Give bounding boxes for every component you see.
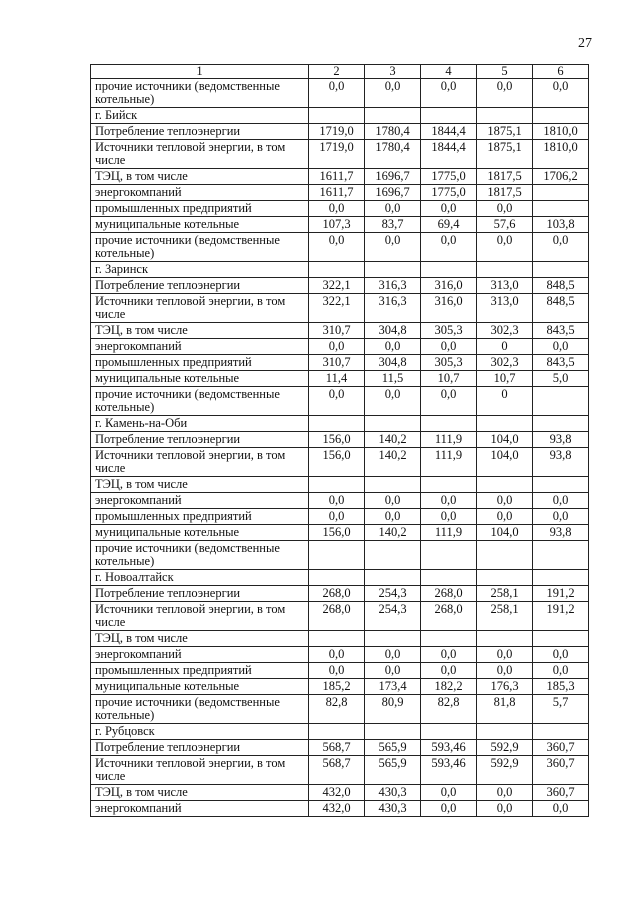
row-label: энергокомпаний [91, 801, 309, 817]
value-cell: 302,3 [477, 355, 533, 371]
value-cell [477, 570, 533, 586]
value-cell [421, 724, 477, 740]
value-cell: 1696,7 [365, 185, 421, 201]
value-cell: 1875,1 [477, 140, 533, 169]
value-cell: 80,9 [365, 695, 421, 724]
value-cell: 1810,0 [533, 124, 589, 140]
value-cell: 103,8 [533, 217, 589, 233]
value-cell: 592,9 [477, 756, 533, 785]
row-label: прочие источники (ведомственные котельные) [91, 79, 309, 108]
value-cell: 322,1 [309, 278, 365, 294]
value-cell: 104,0 [477, 525, 533, 541]
value-cell: 156,0 [309, 432, 365, 448]
value-cell: 430,3 [365, 801, 421, 817]
value-cell: 107,3 [309, 217, 365, 233]
value-cell: 305,3 [421, 355, 477, 371]
value-cell: 0,0 [365, 647, 421, 663]
row-label: муниципальные котельные [91, 371, 309, 387]
value-cell: 0,0 [533, 493, 589, 509]
value-cell: 316,0 [421, 294, 477, 323]
value-cell [533, 416, 589, 432]
value-cell: 0,0 [533, 233, 589, 262]
value-cell: 0,0 [365, 339, 421, 355]
row-label: Источники тепловой энергии, в том числе [91, 756, 309, 785]
value-cell [421, 416, 477, 432]
value-cell [309, 416, 365, 432]
value-cell: 0,0 [421, 201, 477, 217]
table-row [91, 756, 589, 785]
value-cell: 304,8 [365, 323, 421, 339]
table-row [91, 217, 589, 233]
row-label: промышленных предприятий [91, 663, 309, 679]
value-cell: 83,7 [365, 217, 421, 233]
table-row [91, 541, 589, 570]
value-cell: 0,0 [309, 647, 365, 663]
value-cell: 0,0 [477, 201, 533, 217]
row-label: Потребление теплоэнергии [91, 432, 309, 448]
value-cell: 1719,0 [309, 140, 365, 169]
value-cell: 430,3 [365, 785, 421, 801]
table-body [91, 79, 589, 817]
value-cell: 0,0 [365, 387, 421, 416]
value-cell [365, 724, 421, 740]
value-cell: 1810,0 [533, 140, 589, 169]
value-cell: 93,8 [533, 432, 589, 448]
page-number: 27 [578, 36, 592, 51]
value-cell: 360,7 [533, 756, 589, 785]
value-cell: 258,1 [477, 602, 533, 631]
value-cell: 0,0 [421, 647, 477, 663]
value-cell [533, 477, 589, 493]
value-cell: 316,0 [421, 278, 477, 294]
row-label: муниципальные котельные [91, 525, 309, 541]
value-cell: 258,1 [477, 586, 533, 602]
table-row [91, 387, 589, 416]
row-label: Источники тепловой энергии, в том числе [91, 602, 309, 631]
value-cell: 5,0 [533, 371, 589, 387]
value-cell: 1611,7 [309, 169, 365, 185]
row-label: муниципальные котельные [91, 679, 309, 695]
value-cell [309, 477, 365, 493]
value-cell [533, 201, 589, 217]
value-cell: 0,0 [533, 339, 589, 355]
value-cell: 848,5 [533, 278, 589, 294]
value-cell [365, 570, 421, 586]
value-cell [477, 724, 533, 740]
value-cell [533, 631, 589, 647]
value-cell: 0,0 [421, 509, 477, 525]
value-cell: 176,3 [477, 679, 533, 695]
value-cell: 0,0 [533, 663, 589, 679]
value-cell [421, 631, 477, 647]
value-cell [421, 108, 477, 124]
value-cell [309, 570, 365, 586]
value-cell: 69,4 [421, 217, 477, 233]
table-row [91, 493, 589, 509]
value-cell: 1611,7 [309, 185, 365, 201]
value-cell: 568,7 [309, 756, 365, 785]
value-cell: 82,8 [309, 695, 365, 724]
value-cell: 1844,4 [421, 124, 477, 140]
row-label: энергокомпаний [91, 339, 309, 355]
value-cell [477, 631, 533, 647]
value-cell: 0,0 [309, 663, 365, 679]
value-cell: 843,5 [533, 355, 589, 371]
value-cell [309, 631, 365, 647]
row-label: Источники тепловой энергии, в том числе [91, 294, 309, 323]
value-cell: 593,46 [421, 756, 477, 785]
value-cell: 843,5 [533, 323, 589, 339]
value-cell: 432,0 [309, 801, 365, 817]
table-row [91, 355, 589, 371]
table-row [91, 525, 589, 541]
row-label: г. Камень-на-Оби [91, 416, 309, 432]
value-cell: 0,0 [421, 785, 477, 801]
value-cell: 11,4 [309, 371, 365, 387]
value-cell: 0,0 [477, 233, 533, 262]
value-cell [533, 724, 589, 740]
row-label: Потребление теплоэнергии [91, 124, 309, 140]
value-cell: 0,0 [365, 493, 421, 509]
value-cell: 156,0 [309, 448, 365, 477]
value-cell: 0,0 [477, 647, 533, 663]
value-cell [365, 262, 421, 278]
row-label: ТЭЦ, в том числе [91, 169, 309, 185]
row-label: энергокомпаний [91, 493, 309, 509]
value-cell: 1844,4 [421, 140, 477, 169]
value-cell: 0,0 [477, 509, 533, 525]
value-cell: 104,0 [477, 448, 533, 477]
value-cell [477, 108, 533, 124]
value-cell: 93,8 [533, 448, 589, 477]
value-cell: 140,2 [365, 448, 421, 477]
value-cell: 173,4 [365, 679, 421, 695]
value-cell: 268,0 [309, 602, 365, 631]
row-label: г. Заринск [91, 262, 309, 278]
table-row [91, 724, 589, 740]
value-cell: 111,9 [421, 448, 477, 477]
table-row [91, 570, 589, 586]
row-label: Источники тепловой энергии, в том числе [91, 448, 309, 477]
value-cell [309, 541, 365, 570]
value-cell: 0,0 [421, 801, 477, 817]
row-label: прочие источники (ведомственные котельные) [91, 387, 309, 416]
value-cell [365, 108, 421, 124]
value-cell: 268,0 [421, 586, 477, 602]
value-cell: 0,0 [421, 339, 477, 355]
table-row [91, 339, 589, 355]
column-header: 4 [421, 65, 477, 79]
value-cell: 305,3 [421, 323, 477, 339]
value-cell: 0,0 [365, 233, 421, 262]
value-cell [365, 416, 421, 432]
row-label: г. Рубцовск [91, 724, 309, 740]
value-cell: 0,0 [421, 493, 477, 509]
table-row [91, 124, 589, 140]
value-cell: 140,2 [365, 432, 421, 448]
value-cell: 0,0 [533, 801, 589, 817]
row-label: г. Новоалтайск [91, 570, 309, 586]
value-cell: 11,5 [365, 371, 421, 387]
value-cell [477, 477, 533, 493]
value-cell [533, 570, 589, 586]
value-cell: 0,0 [533, 79, 589, 108]
value-cell: 0,0 [477, 493, 533, 509]
value-cell: 0,0 [421, 663, 477, 679]
row-label: Потребление теплоэнергии [91, 740, 309, 756]
row-label: муниципальные котельные [91, 217, 309, 233]
value-cell [421, 570, 477, 586]
value-cell: 140,2 [365, 525, 421, 541]
value-cell: 191,2 [533, 586, 589, 602]
row-label: Потребление теплоэнергии [91, 278, 309, 294]
row-label: ТЭЦ, в том числе [91, 323, 309, 339]
table-row [91, 785, 589, 801]
value-cell: 0 [477, 387, 533, 416]
value-cell: 185,3 [533, 679, 589, 695]
value-cell: 322,1 [309, 294, 365, 323]
value-cell: 592,9 [477, 740, 533, 756]
column-header: 6 [533, 65, 589, 79]
value-cell: 0,0 [477, 663, 533, 679]
value-cell: 1775,0 [421, 185, 477, 201]
value-cell [533, 387, 589, 416]
value-cell: 10,7 [477, 371, 533, 387]
value-cell: 1780,4 [365, 124, 421, 140]
value-cell: 0,0 [421, 387, 477, 416]
value-cell: 1817,5 [477, 169, 533, 185]
value-cell: 82,8 [421, 695, 477, 724]
value-cell: 0,0 [309, 339, 365, 355]
table-row [91, 416, 589, 432]
value-cell: 0,0 [309, 79, 365, 108]
row-label: энергокомпаний [91, 185, 309, 201]
table-row [91, 631, 589, 647]
row-label: прочие источники (ведомственные котельные) [91, 541, 309, 570]
value-cell: 593,46 [421, 740, 477, 756]
column-header: 1 [91, 65, 309, 79]
table-row [91, 201, 589, 217]
row-label: Источники тепловой энергии, в том числе [91, 140, 309, 169]
row-label: прочие источники (ведомственные котельные) [91, 695, 309, 724]
value-cell: 81,8 [477, 695, 533, 724]
value-cell: 0,0 [365, 663, 421, 679]
value-cell: 0,0 [309, 201, 365, 217]
value-cell: 1817,5 [477, 185, 533, 201]
value-cell [365, 631, 421, 647]
value-cell: 316,3 [365, 294, 421, 323]
table-row [91, 371, 589, 387]
value-cell [477, 262, 533, 278]
table-row [91, 233, 589, 262]
table-row [91, 185, 589, 201]
value-cell [309, 108, 365, 124]
value-cell: 360,7 [533, 740, 589, 756]
table-row [91, 679, 589, 695]
value-cell: 182,2 [421, 679, 477, 695]
value-cell: 304,8 [365, 355, 421, 371]
table-row [91, 647, 589, 663]
value-cell [309, 262, 365, 278]
value-cell: 0,0 [309, 509, 365, 525]
value-cell: 0,0 [365, 201, 421, 217]
value-cell: 111,9 [421, 432, 477, 448]
value-cell [533, 541, 589, 570]
table-row [91, 169, 589, 185]
table-header-row [91, 65, 589, 79]
value-cell: 0,0 [421, 233, 477, 262]
value-cell: 848,5 [533, 294, 589, 323]
value-cell: 565,9 [365, 740, 421, 756]
value-cell: 185,2 [309, 679, 365, 695]
value-cell: 5,7 [533, 695, 589, 724]
value-cell: 1775,0 [421, 169, 477, 185]
table-row [91, 278, 589, 294]
value-cell: 313,0 [477, 278, 533, 294]
value-cell: 254,3 [365, 602, 421, 631]
value-cell: 1696,7 [365, 169, 421, 185]
value-cell: 310,7 [309, 355, 365, 371]
table-row [91, 477, 589, 493]
table-row [91, 509, 589, 525]
value-cell: 432,0 [309, 785, 365, 801]
value-cell: 360,7 [533, 785, 589, 801]
heat-energy-table [90, 64, 589, 817]
row-label: ТЭЦ, в том числе [91, 631, 309, 647]
value-cell: 0,0 [309, 493, 365, 509]
table-row [91, 262, 589, 278]
table-row [91, 740, 589, 756]
value-cell: 1719,0 [309, 124, 365, 140]
value-cell: 0,0 [477, 785, 533, 801]
value-cell [365, 541, 421, 570]
table-row [91, 448, 589, 477]
value-cell: 191,2 [533, 602, 589, 631]
table-row [91, 79, 589, 108]
value-cell [421, 477, 477, 493]
value-cell [309, 724, 365, 740]
row-label: прочие источники (ведомственные котельные) [91, 233, 309, 262]
value-cell: 568,7 [309, 740, 365, 756]
value-cell: 1875,1 [477, 124, 533, 140]
value-cell: 0 [477, 339, 533, 355]
table-row [91, 801, 589, 817]
value-cell [421, 541, 477, 570]
table-row [91, 294, 589, 323]
value-cell: 0,0 [309, 387, 365, 416]
value-cell [477, 541, 533, 570]
value-cell: 268,0 [421, 602, 477, 631]
value-cell: 0,0 [477, 801, 533, 817]
row-label: промышленных предприятий [91, 201, 309, 217]
row-label: ТЭЦ, в том числе [91, 477, 309, 493]
value-cell: 57,6 [477, 217, 533, 233]
value-cell: 0,0 [477, 79, 533, 108]
value-cell: 93,8 [533, 525, 589, 541]
value-cell: 0,0 [365, 509, 421, 525]
row-label: энергокомпаний [91, 647, 309, 663]
column-header: 3 [365, 65, 421, 79]
value-cell: 313,0 [477, 294, 533, 323]
value-cell: 302,3 [477, 323, 533, 339]
value-cell: 310,7 [309, 323, 365, 339]
table-row [91, 602, 589, 631]
value-cell: 565,9 [365, 756, 421, 785]
row-label: г. Бийск [91, 108, 309, 124]
column-header: 5 [477, 65, 533, 79]
value-cell: 268,0 [309, 586, 365, 602]
value-cell [533, 262, 589, 278]
value-cell [533, 108, 589, 124]
value-cell: 0,0 [365, 79, 421, 108]
value-cell [421, 262, 477, 278]
value-cell: 1780,4 [365, 140, 421, 169]
row-label: промышленных предприятий [91, 355, 309, 371]
column-header: 2 [309, 65, 365, 79]
value-cell: 1706,2 [533, 169, 589, 185]
value-cell [477, 416, 533, 432]
table-row [91, 586, 589, 602]
value-cell [533, 185, 589, 201]
value-cell: 156,0 [309, 525, 365, 541]
row-label: ТЭЦ, в том числе [91, 785, 309, 801]
value-cell: 104,0 [477, 432, 533, 448]
value-cell: 0,0 [421, 79, 477, 108]
table-row [91, 140, 589, 169]
table-row [91, 323, 589, 339]
value-cell: 316,3 [365, 278, 421, 294]
table-row [91, 108, 589, 124]
table-row [91, 432, 589, 448]
table-row [91, 663, 589, 679]
value-cell: 111,9 [421, 525, 477, 541]
value-cell: 10,7 [421, 371, 477, 387]
value-cell: 0,0 [533, 509, 589, 525]
value-cell: 254,3 [365, 586, 421, 602]
table-row [91, 695, 589, 724]
value-cell: 0,0 [309, 233, 365, 262]
row-label: промышленных предприятий [91, 509, 309, 525]
value-cell [365, 477, 421, 493]
value-cell: 0,0 [533, 647, 589, 663]
row-label: Потребление теплоэнергии [91, 586, 309, 602]
